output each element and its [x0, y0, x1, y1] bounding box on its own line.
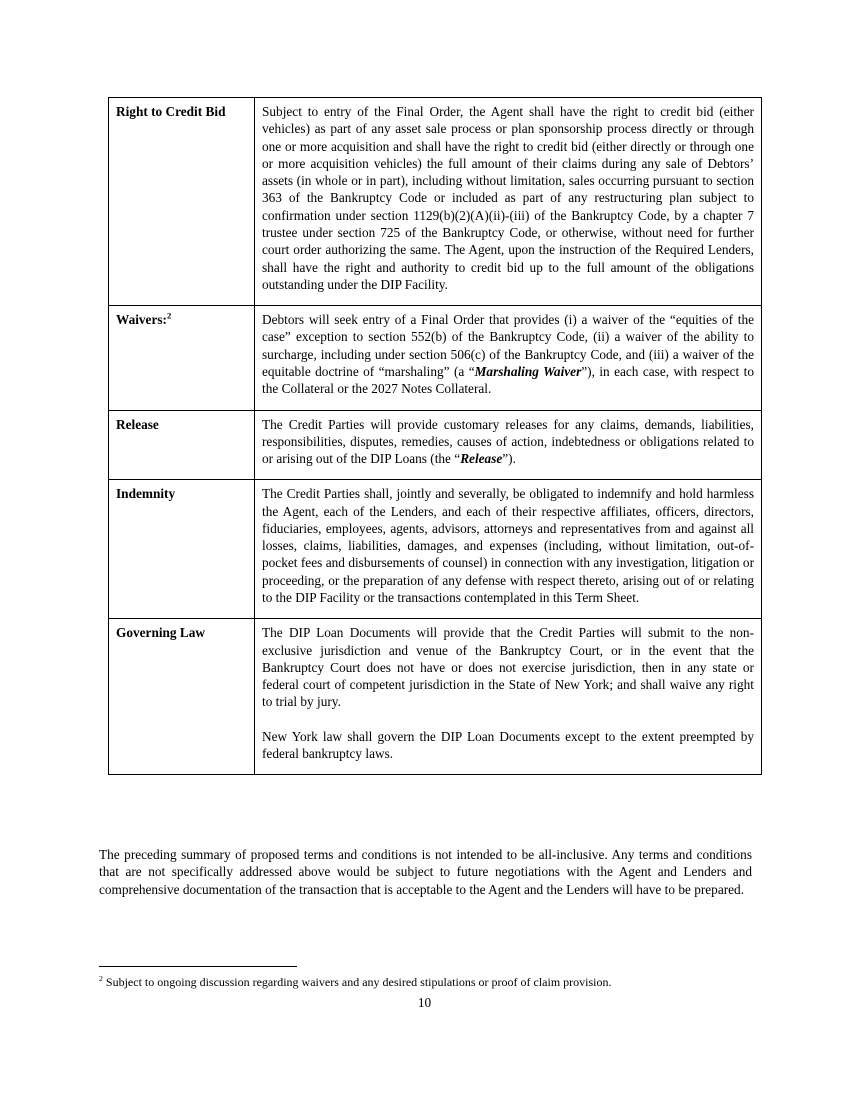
table-row	[109, 480, 762, 619]
term-paragraph: Debtors will seek entry of a Final Order that provides (i) a waiver of the “equities of the case” exception to section 552(b) of the Bankruptcy Code, (ii) a waiver of the ability to surcharge, including under section 506(c) of the Bankruptcy Code, and (iii) a waiver of the equitable doctrine of “marshaling” (a “Marshaling Waiver”), in each case, with respect to the Collateral or the 2027 Notes Collateral.	[262, 312, 754, 397]
defined-term: Marshaling Waiver	[474, 363, 582, 379]
table-row	[109, 619, 762, 775]
term-paragraph: Subject to entry of the Final Order, the Agent shall have the right to credit bid (either vehicles) as part of any asset sale process or plan sponsorship process directly or through one or more acquisition and shall have the right to credit bid (either directly or through one or more acquisition vehicles) the full amount of their claims during any sale of Debtors’ assets (in whole or in part), including without limitation, sales occurring pursuant to section 363 of the Bankruptcy Code or included as part of any restructuring plan subject to confirmation under section 1129(b)(2)(A)(ii)-(iii) of the Bankruptcy Code, by a chapter 7 trustee under section 725 of the Bankruptcy Code, or otherwise, without need for further court order authorizing the same. The Agent, upon the instruction of the Required Lenders, shall have the right and authority to credit bid up to the full amount of the obligations outstanding under the DIP Facility.	[262, 104, 754, 292]
defined-term: Release	[460, 451, 503, 467]
closing-paragraph: The preceding summary of proposed terms and conditions is not intended to be all-inclusive. Any terms and conditions that are not specifically addressed above would be subject to future negotiations with the Agent and Lenders and comprehensive documentation of the transaction that is acceptable to the Agent and the Lenders will have to be prepared.	[99, 847, 752, 897]
terms-table	[108, 97, 762, 775]
term-paragraph: The DIP Loan Documents will provide that the Credit Parties will submit to the non-exclusive jurisdiction and venue of the Bankruptcy Court, or in the event that the Bankruptcy Court does not have or does not exercise jurisdiction, then in any state or federal court of competent jurisdiction in the State of New York; and shall waive any right to trial by jury.	[262, 625, 754, 710]
term-label: Right to Credit Bid	[109, 98, 255, 306]
footnote	[99, 975, 752, 991]
table-row	[109, 306, 762, 410]
term-content	[255, 306, 762, 410]
term-content	[255, 619, 762, 775]
footnote-marker: 2	[99, 974, 103, 983]
footnote-divider	[99, 966, 297, 967]
term-label: Indemnity	[109, 480, 255, 619]
term-content	[255, 480, 762, 619]
term-label: Waivers:$^2$	[109, 306, 255, 410]
term-label-superscript: 2	[166, 310, 172, 321]
term-label: Governing Law	[109, 619, 255, 775]
term-paragraph: New York law shall govern the DIP Loan Documents except to the extent preempted by federal bankruptcy laws.	[262, 728, 754, 761]
term-label: Release	[109, 410, 255, 480]
terms-table-body	[109, 98, 762, 775]
table-row	[109, 410, 762, 480]
table-row	[109, 98, 762, 306]
term-content	[255, 98, 762, 306]
term-content	[255, 410, 762, 480]
term-paragraph: The Credit Parties shall, jointly and severally, be obligated to indemnify and hold harmless the Agent, each of the Lenders, and each of their respective affiliates, officers, directors, fiduciaries, employees, agents, advisors, attorneys and representatives from and against all losses, claims, liabilities, damages, and expenses (including, without limitation, out-of-pocket fees and disbursements of counsel) in connection with any investigation, litigation or proceeding, or the preparation of any defense with respect thereto, arising out of or relating to the DIP Facility or the transactions contemplated in this Term Sheet.	[262, 486, 754, 606]
footnote-text: Subject to ongoing discussion regarding waivers and any desired stipulations or proof of claim provision.	[102, 975, 612, 989]
term-paragraph: The Credit Parties will provide customary releases for any claims, demands, liabilities, responsibilities, disputes, remedies, causes of action, indebtedness or obligations related to or arising out of the DIP Loans (the “Release”).	[262, 416, 754, 467]
page-number: 10	[417, 995, 432, 1010]
